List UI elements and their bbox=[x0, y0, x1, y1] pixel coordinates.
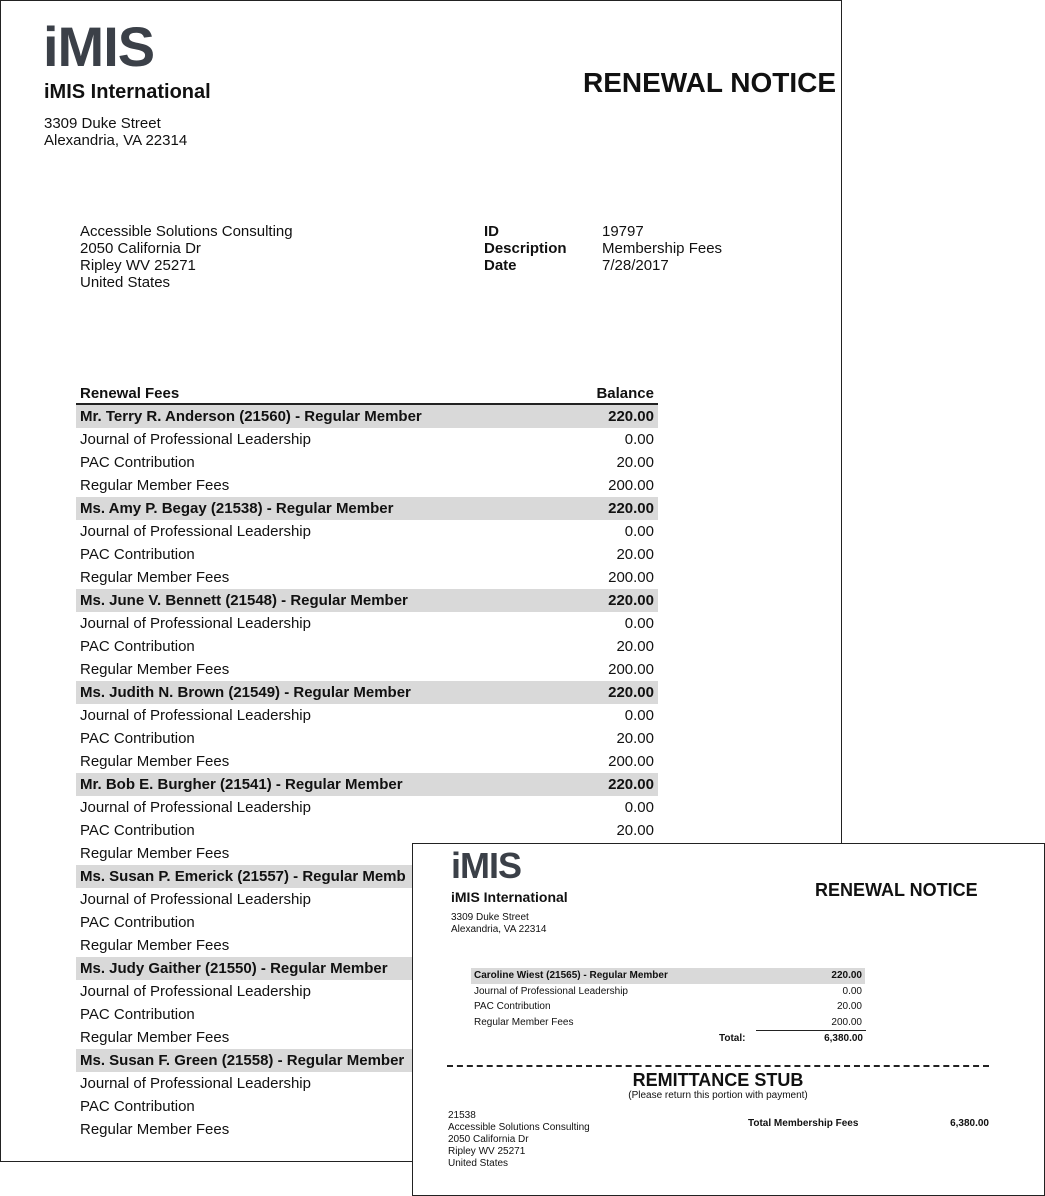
fee-name: PAC Contribution bbox=[80, 730, 195, 747]
fee-amount: 0.00 bbox=[624, 707, 654, 724]
member-row bbox=[76, 681, 658, 704]
member-name: Caroline Wiest (21565) - Regular Member bbox=[471, 968, 804, 984]
fee-name: Journal of Professional Leadership bbox=[80, 983, 311, 1000]
info-label-id: ID bbox=[484, 223, 499, 240]
fee-row bbox=[471, 984, 865, 1000]
fee-amount: 200.00 bbox=[831, 1016, 862, 1028]
remittance-title: REMITTANCE STUB bbox=[632, 1070, 804, 1090]
fee-amount: 200.00 bbox=[608, 477, 654, 494]
fee-name: Regular Member Fees bbox=[474, 1016, 574, 1028]
cut-line bbox=[447, 1065, 989, 1067]
fee-row bbox=[76, 658, 658, 681]
fee-row bbox=[76, 451, 658, 474]
fee-row bbox=[76, 750, 658, 773]
fee-amount: 220.00 bbox=[566, 404, 658, 428]
fee-name: Regular Member Fees bbox=[80, 569, 230, 586]
org-address-line: Alexandria, VA 22314 bbox=[44, 132, 188, 149]
fee-amount: 200.00 bbox=[608, 661, 654, 678]
recipient-line: 2050 California Dr bbox=[80, 240, 201, 257]
fee-amount: 200.00 bbox=[608, 753, 654, 770]
fee-name: Regular Member Fees bbox=[80, 1029, 230, 1046]
org-address-line: 3309 Duke Street bbox=[44, 115, 161, 132]
fee-row bbox=[76, 543, 658, 566]
fee-amount: 20.00 bbox=[836, 1001, 862, 1013]
info-value-id: 19797 bbox=[602, 223, 644, 240]
org-name: iMIS International bbox=[44, 81, 211, 103]
member-name: Ms. June V. Bennett (21548) - Regular Member bbox=[76, 589, 566, 612]
fee-row bbox=[76, 796, 658, 819]
info-value-date: 7/28/2017 bbox=[602, 257, 669, 274]
recipient-address bbox=[80, 223, 293, 291]
remittance-subtitle: (Please return this portion with payment) bbox=[628, 1090, 808, 1101]
fee-name: Journal of Professional Leadership bbox=[80, 615, 311, 632]
fee-amount: 0.00 bbox=[842, 985, 862, 997]
fee-name: PAC Contribution bbox=[80, 454, 195, 471]
remit-address-line: Ripley WV 25271 bbox=[448, 1146, 526, 1157]
remit-address-line: 21538 bbox=[448, 1110, 476, 1121]
member-name: Ms. Judith N. Brown (21549) - Regular Member bbox=[76, 681, 566, 704]
imis-logo: iMIS bbox=[43, 15, 155, 78]
fee-amount: 0.00 bbox=[624, 615, 654, 632]
info-label-description: Description bbox=[484, 240, 567, 257]
total-membership-fees-label: Total Membership Fees bbox=[748, 1118, 859, 1129]
org-address bbox=[451, 912, 546, 936]
fee-row bbox=[76, 819, 658, 842]
fee-row bbox=[76, 612, 658, 635]
fee-row bbox=[471, 1015, 865, 1031]
fee-name: PAC Contribution bbox=[80, 1098, 195, 1115]
fee-name: PAC Contribution bbox=[80, 1006, 195, 1023]
fee-row bbox=[76, 566, 658, 589]
remit-address-line: 2050 California Dr bbox=[448, 1134, 529, 1145]
member-row bbox=[76, 773, 658, 796]
fee-name: PAC Contribution bbox=[474, 1001, 551, 1013]
col-renewal-fees: Renewal Fees bbox=[76, 383, 566, 404]
stub-fees-body bbox=[471, 968, 865, 1030]
recipient-line: Accessible Solutions Consulting bbox=[80, 223, 293, 240]
recipient-line: Ripley WV 25271 bbox=[80, 257, 196, 274]
fee-name: Journal of Professional Leadership bbox=[80, 1075, 311, 1092]
page-title: RENEWAL NOTICE bbox=[583, 67, 837, 98]
fee-row bbox=[76, 428, 658, 451]
total-label: Total: bbox=[719, 1033, 746, 1044]
recipient-line: United States bbox=[80, 274, 171, 291]
fee-amount: 220.00 bbox=[566, 681, 658, 704]
fee-amount: 20.00 bbox=[616, 638, 654, 655]
fee-amount: 20.00 bbox=[616, 546, 654, 563]
member-name: Ms. Susan P. Emerick (21557) - Regular Memb bbox=[76, 865, 566, 888]
member-name: Ms. Susan F. Green (21558) - Regular Member bbox=[76, 1049, 566, 1072]
fee-name: Journal of Professional Leadership bbox=[80, 523, 311, 540]
fee-row bbox=[76, 635, 658, 658]
remittance-stub-page bbox=[412, 843, 1045, 1196]
member-row bbox=[471, 968, 865, 984]
fee-row bbox=[76, 520, 658, 543]
fee-amount: 200.00 bbox=[608, 569, 654, 586]
org-address bbox=[44, 115, 187, 149]
fee-amount: 20.00 bbox=[616, 730, 654, 747]
fee-amount: 0.00 bbox=[624, 431, 654, 448]
fee-name: PAC Contribution bbox=[80, 638, 195, 655]
fee-row bbox=[76, 474, 658, 497]
member-name: Ms. Judy Gaither (21550) - Regular Member bbox=[76, 957, 566, 980]
fee-name: Journal of Professional Leadership bbox=[80, 431, 311, 448]
fee-name: Regular Member Fees bbox=[80, 1121, 230, 1138]
info-values bbox=[602, 223, 722, 274]
fee-amount: 220.00 bbox=[566, 589, 658, 612]
fee-name: Regular Member Fees bbox=[80, 661, 230, 678]
info-label-date: Date bbox=[484, 257, 517, 274]
fee-name: Journal of Professional Leadership bbox=[474, 985, 628, 997]
member-name: Mr. Terry R. Anderson (21560) - Regular Member bbox=[76, 404, 566, 428]
org-name: iMIS International bbox=[451, 889, 568, 905]
fee-amount: 20.00 bbox=[616, 822, 654, 839]
fee-amount: 220.00 bbox=[804, 968, 865, 984]
fee-name: Regular Member Fees bbox=[80, 753, 230, 770]
total-rule bbox=[756, 1030, 866, 1031]
fee-name: Journal of Professional Leadership bbox=[80, 891, 311, 908]
fee-name: Regular Member Fees bbox=[80, 937, 230, 954]
fee-name: PAC Contribution bbox=[80, 822, 195, 839]
member-row bbox=[76, 404, 658, 428]
fee-amount: 20.00 bbox=[616, 454, 654, 471]
fee-name: PAC Contribution bbox=[80, 914, 195, 931]
fee-amount: 0.00 bbox=[624, 523, 654, 540]
fee-name: PAC Contribution bbox=[80, 546, 195, 563]
member-row bbox=[76, 497, 658, 520]
member-row bbox=[76, 589, 658, 612]
imis-logo: iMIS bbox=[451, 845, 522, 886]
table-header-row bbox=[76, 383, 658, 404]
remit-address-line: Accessible Solutions Consulting bbox=[448, 1122, 590, 1133]
fee-amount: 0.00 bbox=[624, 799, 654, 816]
fee-amount: 220.00 bbox=[566, 773, 658, 796]
fee-row bbox=[76, 727, 658, 750]
org-address-line: Alexandria, VA 22314 bbox=[451, 924, 547, 935]
member-name: Ms. Amy P. Begay (21538) - Regular Member bbox=[76, 497, 566, 520]
fee-row bbox=[76, 704, 658, 727]
page-title: RENEWAL NOTICE bbox=[815, 880, 978, 900]
stub-fees-table bbox=[471, 968, 865, 1030]
total-value: 6,380.00 bbox=[824, 1033, 863, 1044]
remit-address bbox=[448, 1110, 590, 1170]
total-membership-fees-value: 6,380.00 bbox=[950, 1118, 989, 1129]
fee-name: Journal of Professional Leadership bbox=[80, 707, 311, 724]
info-value-description: Membership Fees bbox=[602, 240, 723, 257]
fee-amount: 220.00 bbox=[566, 497, 658, 520]
remit-address-line: United States bbox=[448, 1158, 509, 1169]
fee-name: Regular Member Fees bbox=[80, 477, 230, 494]
fee-name: Regular Member Fees bbox=[80, 845, 230, 862]
fee-name: Journal of Professional Leadership bbox=[80, 799, 311, 816]
fee-row bbox=[471, 999, 865, 1015]
org-address-line: 3309 Duke Street bbox=[451, 912, 529, 923]
member-name: Mr. Bob E. Burgher (21541) - Regular Member bbox=[76, 773, 566, 796]
col-balance: Balance bbox=[566, 383, 658, 404]
info-labels bbox=[484, 223, 567, 274]
